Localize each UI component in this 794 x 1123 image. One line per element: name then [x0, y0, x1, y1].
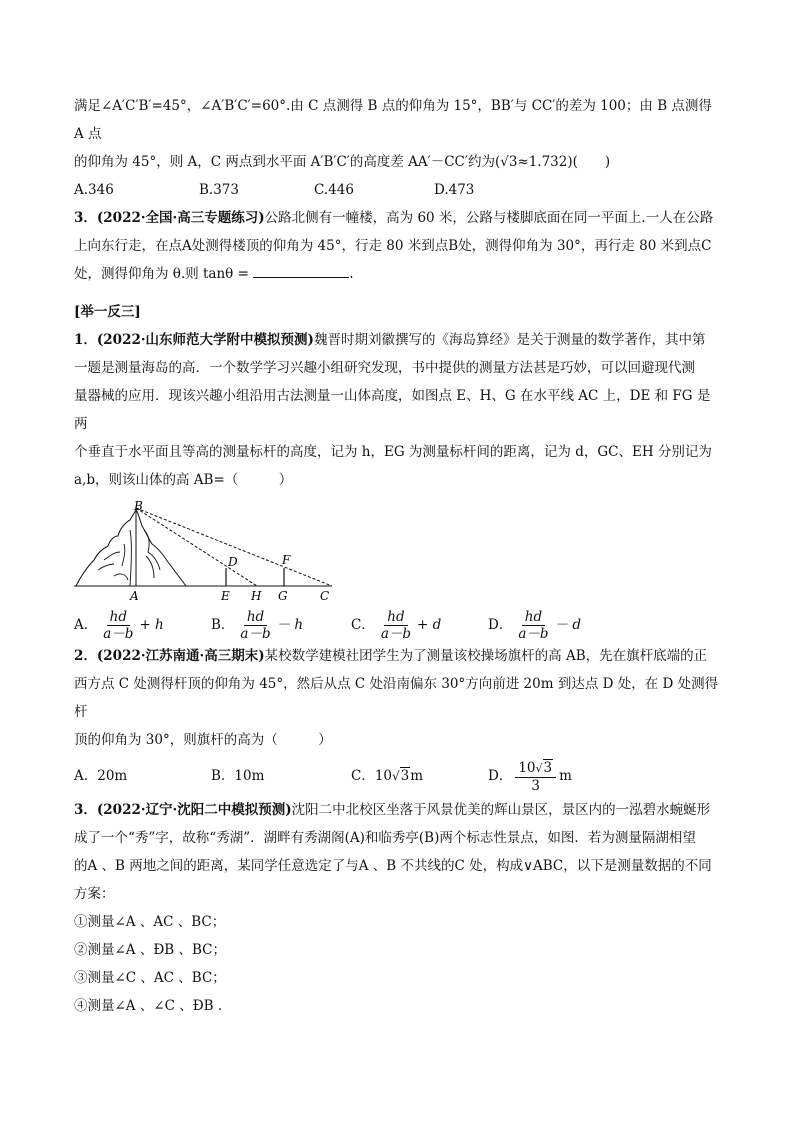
- label-g: G: [278, 589, 288, 602]
- e1-line-1: [74, 326, 720, 354]
- e1-option-d: D． $\frac{hd}{a-b}$ － d: [488, 609, 581, 642]
- e1-line-5: a,b，则该山体的高 AB=（ ）: [74, 472, 293, 488]
- option-d: D.473: [434, 182, 475, 198]
- e1-option-c: C． $\frac{hd}{a-b}$ + d: [351, 609, 442, 642]
- e2-text-1: 某校数学建模社团学生为了测量该校操场旗杆的高 AB，先在旗杆底端的正: [264, 648, 708, 664]
- label-b: B: [134, 500, 143, 513]
- option-b: B.373: [199, 182, 239, 198]
- plan-item-4: ④测量∠A 、∠C 、ÐB .: [74, 998, 223, 1014]
- label-e: E: [221, 589, 230, 602]
- intro-line-1: 满足∠A′C′B′=45°，∠A′B′C′=60°.由 C 点测得 B 点的仰角为 15°，BB′与 CC′的差为 100；由 B 点测得 A 点: [74, 98, 712, 142]
- e1-option-b: B． $\frac{hd}{a-b}$ － h: [211, 609, 304, 642]
- section-title: [举一反三]: [74, 304, 141, 320]
- e3-plans: [74, 908, 720, 1020]
- e1-text-1: 魏晋时期刘徽撰写的《海岛算经》是关于测量的数学著作，其中第: [313, 332, 706, 348]
- label-d: D: [228, 555, 238, 569]
- e2-options: [74, 756, 720, 796]
- e2-option-b: B．10m: [211, 768, 265, 784]
- mountain-diagram: [74, 500, 344, 602]
- e2-option-d: D． $\frac{10√3}{3}$ m: [488, 759, 572, 794]
- e1-line-2: 一题是测量海岛的高．一个数学学习兴趣小组研究发现，书中提供的测量方法甚是巧妙，可以回避现代测: [74, 360, 695, 376]
- label-c: C: [320, 589, 330, 602]
- q3-text-3: 处，测得仰角为 θ.则 tanθ =: [74, 266, 249, 282]
- e3-line-1: [74, 796, 720, 824]
- intro-line-2: 的仰角为 45°，则 A，C 两点到水平面 A′B′C′的高度差 AA′－CC′约为(√3≈1.732)( ): [74, 154, 611, 170]
- e3-source: 3．(2022·辽宁·沈阳二中模拟预测): [74, 802, 292, 818]
- q3-source: 3．(2022·全国·高三专题练习): [74, 210, 265, 226]
- e2-option-a: A．20m: [74, 768, 128, 784]
- e2-line-2: 西方点 C 处测得杆顶的仰角为 45°，然后从点 C 处沿南偏东 30°方向前进 20m 到达点 D 处，在 D 处测得杆: [74, 676, 719, 720]
- e2-line-3: 顶的仰角为 30°，则旗杆的高为（ ）: [74, 732, 332, 748]
- e3-line-3: 的A 、B 两地之间的距离，某同学任意选定了与A 、B 不共线的C 处，构成∨ABC，以下是测量数据的不同: [74, 858, 712, 874]
- e3-text-1: 沈阳二中北校区坐落于风景优美的辉山景区，景区内的一泓碧水蜿蜒形: [291, 802, 711, 818]
- answer-blank[interactable]: [253, 263, 349, 278]
- label-a: A: [130, 589, 139, 602]
- plan-item-1: ①测量∠A 、AC 、BC；: [74, 914, 226, 930]
- e2-source: 2．(2022·江苏南通·高三期末): [74, 648, 265, 664]
- q3-text-1: 公路北侧有一幢楼，高为 60 米，公路与楼脚底面在同一平面上.一人在公路: [264, 210, 714, 226]
- e1-option-a: A． $\frac{hd}{a-b}$ + h: [74, 609, 164, 642]
- page-content: [74, 92, 720, 1020]
- plan-item-2: ②测量∠A 、ÐB 、BC；: [74, 942, 226, 958]
- label-f: F: [282, 553, 291, 567]
- e3-line-4: 方案：: [74, 886, 115, 902]
- intro-options: [74, 176, 720, 204]
- q3-line-3: [74, 260, 720, 288]
- label-h: H: [251, 589, 262, 602]
- q3-line-1: [74, 204, 720, 232]
- e1-line-4: 个垂直于水平面且等高的测量标杆的高度，记为 h，EG 为测量标杆间的距离，记为 d，GC、EH 分别记为: [74, 444, 712, 460]
- q3-line-2: 上向东行走，在点A处测得楼顶的仰角为 45°，行走 80 米到点B处，测得仰角为 30°，再行走 80 米到点C: [74, 238, 712, 254]
- e1-options: [74, 608, 720, 642]
- e2-line-1: [74, 642, 720, 670]
- e2-option-c: C．10√3m: [351, 768, 424, 784]
- e1-line-3: 量器械的应用．现该兴趣小组沿用古法测量一山体高度，如图点 E、H、G 在水平线 AC 上，DE 和 FG 是两: [74, 388, 711, 432]
- q3-end: .: [349, 266, 354, 282]
- option-c: C.446: [314, 182, 354, 198]
- plan-item-3: ③测量∠C 、AC 、BC；: [74, 970, 226, 986]
- e1-source: 1．(2022·山东师范大学附中模拟预测): [74, 332, 314, 348]
- option-a: A.346: [74, 182, 114, 198]
- e3-line-2: 成了一个“秀”字，故称“秀湖”．湖畔有秀湖阁(A)和临秀亭(B)两个标志性景点，如图．若为测量隔湖相望: [74, 830, 696, 846]
- mountain-figure: [74, 500, 720, 606]
